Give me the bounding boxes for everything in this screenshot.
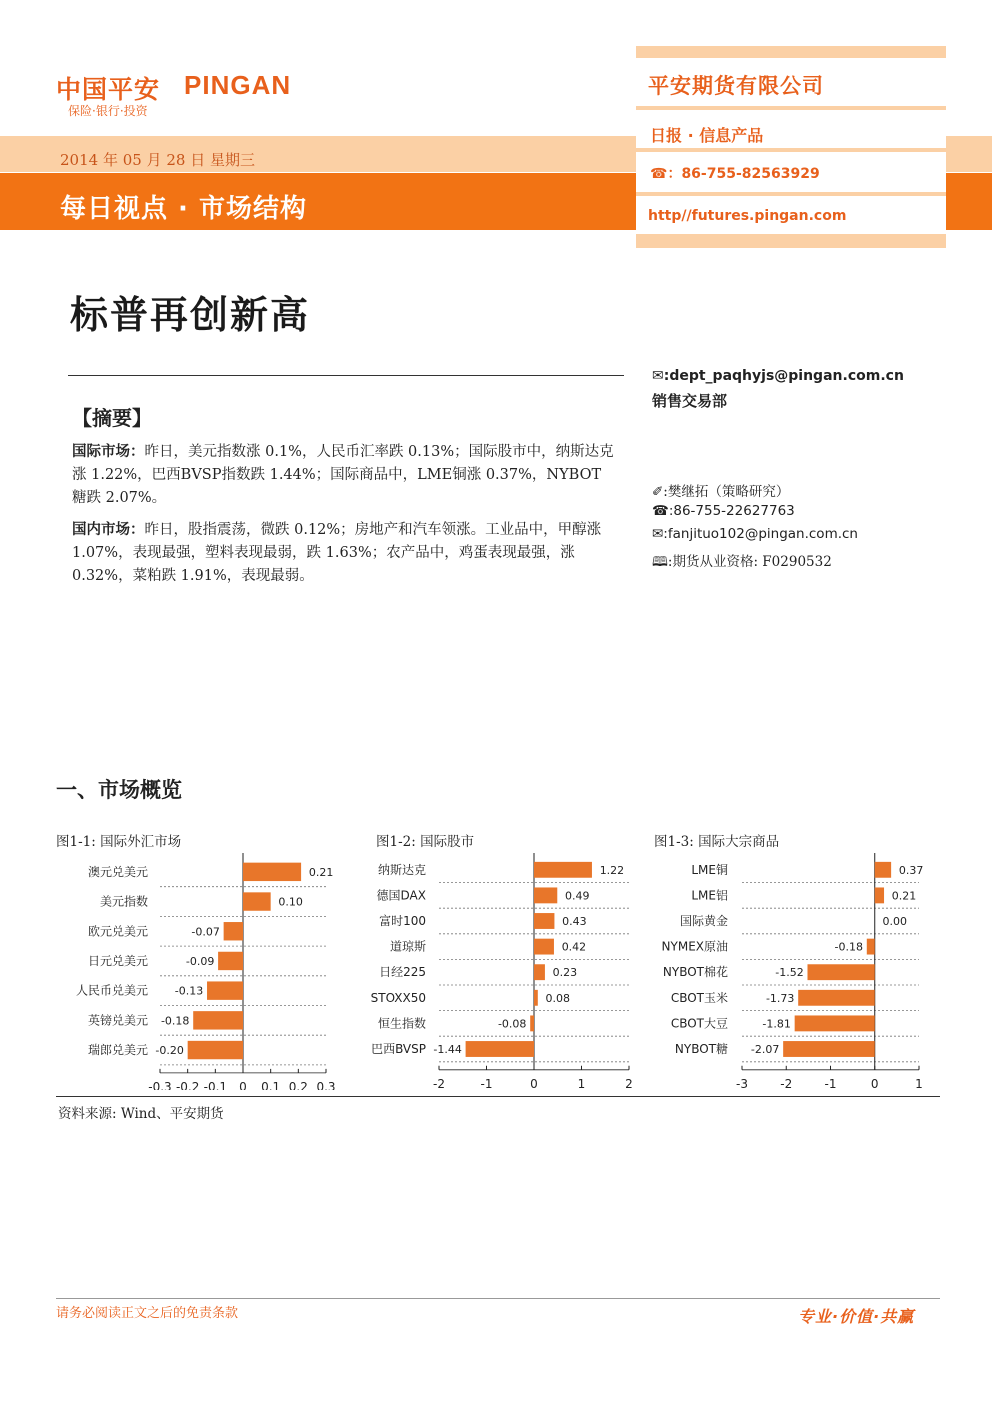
tick-label: -1: [480, 1076, 493, 1090]
data-label: 0.43: [562, 915, 587, 928]
panel-separator: [636, 148, 946, 152]
data-label: -1.52: [775, 966, 804, 980]
data-label: -0.18: [160, 1014, 190, 1028]
bar: [534, 939, 554, 955]
department-email-link[interactable]: ✉:dept_paqhyjs@pingan.com.cn: [652, 368, 904, 384]
bar: [193, 1011, 243, 1029]
footer-slogan: 专业·价值·共赢: [798, 1307, 915, 1326]
bar: [534, 887, 557, 903]
summary-intl-label: 国际市场：: [72, 444, 145, 460]
data-label: 0.21: [308, 865, 334, 879]
data-label: 0.00: [882, 915, 907, 928]
summary-intl-text: 昨日，美元指数涨 0.1%，人民币汇率跌 0.13%；国际股市中，纳斯达克涨 1.22%，巴西BVSP指数跌 1.44%；国际商品中，LME铜涨 0.37%，NYBOT 糖跌 2.07%。: [72, 444, 614, 506]
header-band-light-right: [946, 136, 992, 172]
category-label: 瑞郎兑美元: [87, 1043, 148, 1058]
bar: [875, 862, 891, 878]
panel-separator: [636, 106, 946, 110]
summary-dom-text: 昨日，股指震荡，微跌 0.12%；房地产和汽车领涨。工业品中，甲醇涨 1.07%，表现最强，塑料表现最弱，跌 1.63%；农产品中，鸡蛋表现最强，涨 0.32%，菜粕跌 1.91%，表现最弱。: [72, 522, 602, 584]
summary-international: [72, 441, 620, 510]
bar: [867, 939, 875, 955]
tick-label: 0: [239, 1079, 247, 1090]
category-label: LME铝: [691, 888, 728, 903]
bar: [534, 964, 545, 980]
analyst-name: ✐:樊继拓（策略研究）: [652, 484, 790, 500]
bar: [534, 913, 554, 929]
section-title: 一、市场概览: [56, 778, 182, 802]
panel-separator: [636, 192, 946, 196]
tick-label: -1: [824, 1076, 837, 1090]
bar: [534, 862, 592, 878]
company-website-link[interactable]: http//futures.pingan.com: [648, 208, 847, 224]
category-label: CBOT大豆: [670, 1016, 728, 1031]
analyst-qualification: 🕮:期货从业资格: F0290532: [652, 554, 832, 570]
department-name: 销售交易部: [652, 392, 728, 410]
data-label: 0.42: [561, 940, 587, 954]
tick-label: -3: [736, 1076, 748, 1090]
data-label: -0.09: [185, 954, 215, 968]
category-label: 道琼斯: [389, 939, 426, 954]
category-label: 国际黄金: [679, 914, 728, 928]
tick-label: 0.1: [261, 1079, 281, 1090]
summary-dom-label: 国内市场：: [72, 522, 145, 538]
category-label: 德国DAX: [376, 888, 426, 903]
data-label: -0.07: [191, 925, 220, 939]
bar: [795, 1015, 875, 1031]
analyst-email-link[interactable]: ✉:fanjituo102@pingan.com.cn: [652, 526, 858, 542]
tick-label: -2: [780, 1076, 793, 1090]
company-phone: ☎：86-755-82563929: [650, 166, 820, 182]
tick-label: 1: [577, 1076, 586, 1090]
category-label: 英镑兑美元: [87, 1013, 148, 1028]
category-label: NYMEX原油: [661, 939, 728, 954]
chart-title-commodities: 图1-3: 国际大宗商品: [654, 834, 780, 850]
panel-bottom-bar: [636, 234, 946, 248]
bar: [188, 1041, 243, 1059]
report-date: 2014 年 05 月 28 日 星期三: [60, 151, 255, 169]
bar: [207, 981, 243, 999]
tick-label: 2: [625, 1076, 633, 1090]
data-label: 0.37: [898, 863, 924, 877]
bar: [530, 1015, 534, 1031]
category-label: 欧元兑美元: [87, 924, 148, 939]
data-label: -1.73: [765, 991, 795, 1005]
category-label: STOXX50: [370, 990, 426, 1005]
summary-heading: 【摘要】: [72, 406, 152, 430]
chart-title-stocks: 图1-2: 国际股市: [376, 834, 475, 850]
tick-label: -0.3: [148, 1079, 172, 1090]
tick-label: 0: [870, 1076, 879, 1090]
company-name: 平安期货有限公司: [648, 74, 824, 98]
logo-tagline: 保险·银行·投资: [68, 104, 148, 118]
tick-label: -2: [433, 1076, 445, 1090]
data-label: 0.10: [278, 895, 303, 909]
data-label: 0.23: [552, 966, 578, 980]
category-label: NYBOT棉花: [662, 965, 728, 980]
category-label: 人民币兑美元: [75, 983, 148, 998]
data-label: 0.08: [545, 991, 571, 1005]
category-label: 日经225: [379, 965, 426, 980]
category-label: CBOT玉米: [670, 990, 728, 1005]
category-label: 美元指数: [99, 894, 148, 909]
header-band-dark-right: [946, 173, 992, 230]
report-type: 日报 · 信息产品: [650, 126, 764, 145]
page-title: 标普再创新高: [70, 292, 311, 337]
tick-label: -0.2: [175, 1079, 200, 1090]
bar: [466, 1041, 534, 1057]
bar: [798, 990, 875, 1006]
data-label: -1.81: [762, 1017, 791, 1031]
divider: [68, 375, 624, 376]
category-label: 巴西BVSP: [371, 1042, 426, 1056]
tick-label: 0.3: [316, 1079, 336, 1090]
panel-top-bar: [636, 46, 946, 58]
category-label: 恒生指数: [377, 1016, 426, 1031]
logo-chinese: 中国平安: [56, 75, 161, 104]
commodities-bar-chart: [650, 852, 940, 1090]
category-label: 纳斯达克: [377, 862, 426, 877]
data-label: 1.22: [599, 863, 625, 877]
tick-label: 0.2: [288, 1079, 308, 1090]
bar: [783, 1041, 875, 1057]
data-label: 0.21: [891, 889, 917, 903]
summary-domestic: [72, 519, 620, 588]
data-label: -2.07: [750, 1043, 780, 1056]
data-label: -0.18: [834, 940, 864, 954]
bar: [807, 964, 874, 980]
divider: [56, 1096, 940, 1097]
data-label: -0.13: [174, 984, 204, 998]
data-label: -1.44: [433, 1043, 462, 1056]
tick-label: 1: [915, 1076, 923, 1090]
data-source: 资料来源: Wind、平安期货: [58, 1106, 224, 1122]
bar: [534, 990, 538, 1006]
tick-label: 0: [530, 1076, 538, 1090]
footer-divider: [56, 1298, 940, 1299]
column-title: 每日视点 · 市场结构: [60, 194, 307, 224]
fx-bar-chart: [56, 852, 346, 1090]
data-label: 0.49: [565, 889, 590, 903]
bar: [224, 922, 243, 940]
category-label: 澳元兑美元: [87, 864, 148, 879]
bar: [875, 887, 884, 903]
stocks-bar-chart: [356, 852, 646, 1090]
category-label: LME铜: [691, 862, 728, 877]
category-label: 富时100: [379, 914, 426, 928]
category-label: NYBOT糖: [674, 1042, 728, 1056]
bar: [218, 952, 243, 970]
tick-label: -0.1: [203, 1079, 228, 1090]
bar: [243, 892, 271, 910]
analyst-phone: ☎:86-755-22627763: [652, 503, 795, 519]
data-label: -0.08: [497, 1017, 527, 1031]
footer-disclaimer-link[interactable]: 请务必阅读正文之后的免责条款: [56, 1306, 239, 1321]
bar: [243, 863, 301, 881]
chart-title-fx: 图1-1: 国际外汇市场: [56, 834, 182, 850]
category-label: 日元兑美元: [87, 953, 148, 968]
data-label: -0.20: [155, 1044, 184, 1058]
logo-english: PINGAN: [184, 70, 292, 100]
